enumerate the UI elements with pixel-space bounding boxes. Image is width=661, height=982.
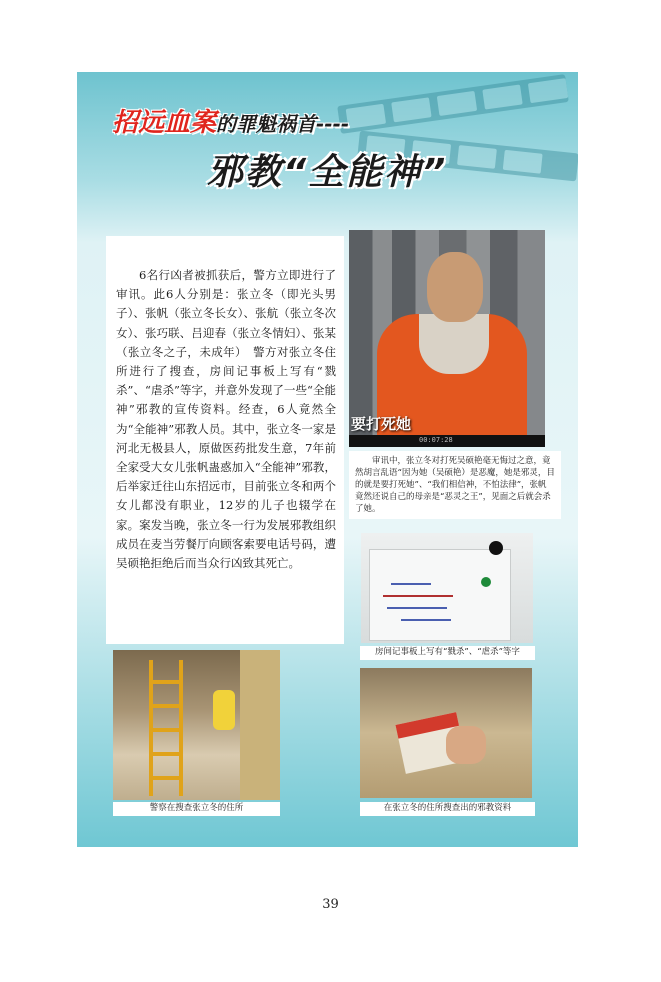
interrogation-photo: [349, 230, 545, 447]
article-body: 6名行凶者被抓获后，警方立即进行了审讯。此6人分别是：张立冬（即光头男子）、张帆（张立冬长女）、张航（张立冬次女）、张巧联、吕迎春（张立冬情妇）、张某（张立冬之子，未成年） 警方对张立冬住所进行了搜查，房间记事板上写有“戮杀”、“虐杀”等字，并意外发现了一些“全能神”邪教的宣传资料。经查，6人竟然全为“全能神”邪教人员。其中，张立冬一家是河北无极县人，原做医药批发生意，7年前全家受大女儿张帆蛊惑加入“全能神”邪教，后举家迁往山东招远市，目前张立冬和两个女儿都没有职业，12岁的儿子也辍学在家。案发当晚，张立冬一行为发展邪教组织成员在麦当劳餐厅向顾客索要电话号码，遭吴硕艳拒绝后而当众行凶致其死亡。: [116, 268, 336, 571]
ladder: [149, 660, 183, 796]
materials-caption: 在张立冬的住所搜查出的邪教资料: [360, 802, 535, 816]
board-writing: [401, 619, 451, 621]
whiteboard-caption: 房间记事板上写有“戮杀”、“虐杀”等字: [360, 646, 535, 660]
whiteboard-photo: [361, 533, 533, 643]
article-text-box: [106, 236, 344, 644]
board-writing: [387, 607, 447, 609]
house-search-photo: [113, 650, 280, 800]
suspect-head: [427, 252, 483, 322]
video-timestamp: 00:07:28: [419, 436, 453, 444]
curtain: [240, 650, 280, 800]
house-search-caption: 警察在搜查张立冬的住所: [113, 802, 280, 816]
board-writing: [391, 583, 431, 585]
materials-photo: [360, 668, 532, 798]
video-subtitle: 要打死她: [351, 415, 412, 433]
headline-red-text: 招远血案: [112, 108, 217, 138]
headline-line-1: [112, 102, 349, 139]
shirt: [419, 314, 489, 374]
interrogation-caption: 审讯中，张立冬对打死吴硕艳毫无悔过之意，竟然胡言乱语“因为她（吴硕艳）是恶魔，她是邪灵，目的就是要打死她”、“我们相信神，不怕法律”，张帆竟然还说自己的母亲是“恶灵之王”，见面之后就会杀了她。: [349, 451, 561, 519]
magnet: [489, 541, 503, 555]
headline-line-2: 邪教“全能神”: [207, 152, 448, 193]
police-officer: [213, 690, 235, 730]
magnet: [481, 577, 491, 587]
page-number: 39: [322, 897, 339, 912]
feature-panel: [77, 72, 578, 847]
headline-dark-text: 的罪魁祸首----: [216, 112, 350, 136]
video-timebar: [349, 435, 545, 447]
hand: [446, 726, 486, 764]
board-writing: [383, 595, 453, 597]
